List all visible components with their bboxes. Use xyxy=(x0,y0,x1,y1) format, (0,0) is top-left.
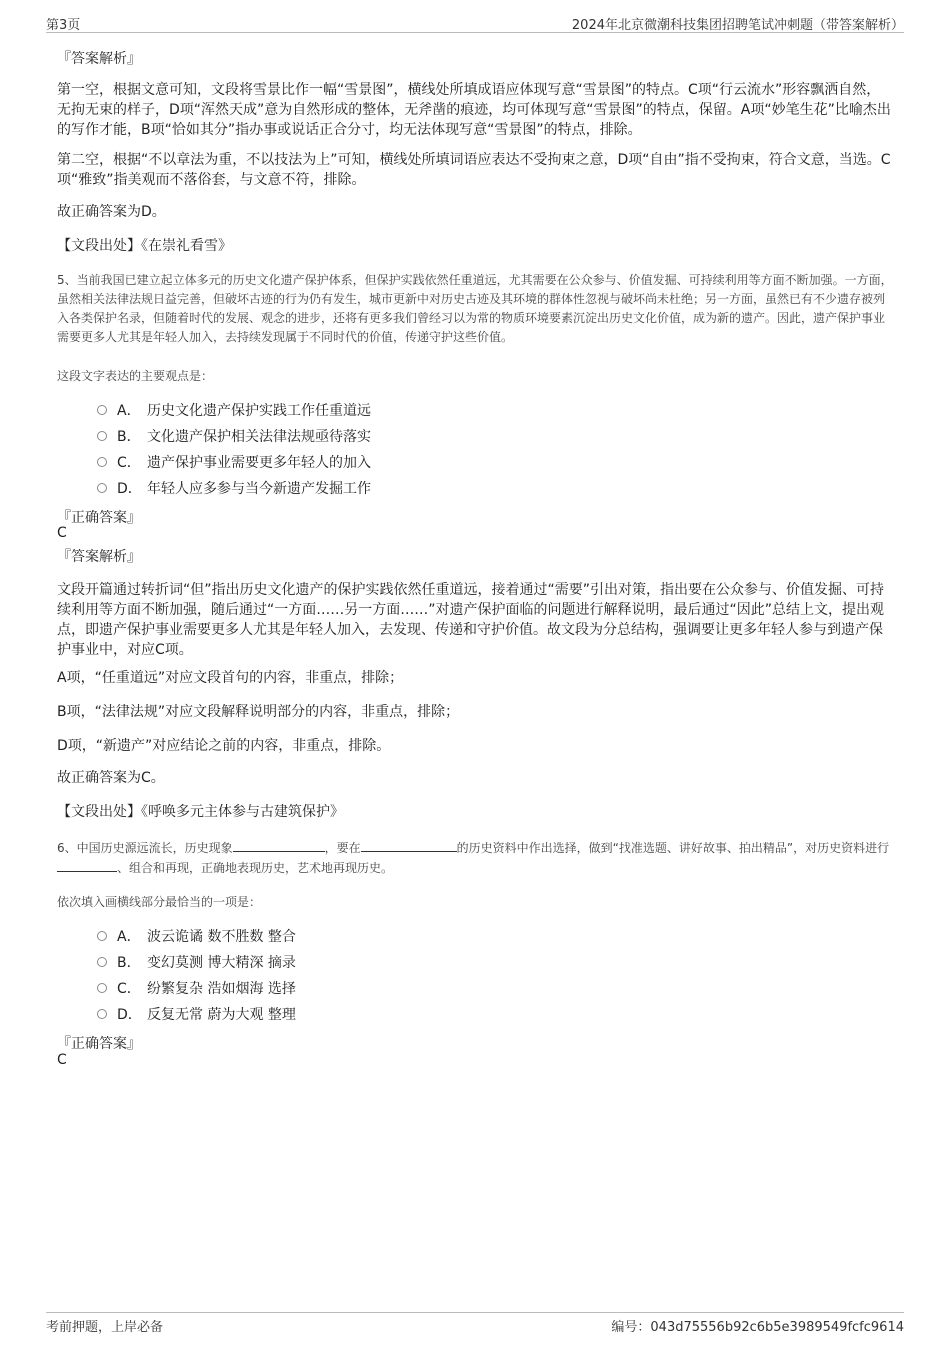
radio-icon[interactable] xyxy=(97,431,107,441)
q6-answer: C xyxy=(57,1052,67,1068)
q5-source: 【文段出处】《呼唤多元主体参与古建筑保护》 xyxy=(57,804,344,820)
radio-icon[interactable] xyxy=(97,931,107,941)
q6-stem: 6、中国历史源远流长，历史现象 ，要在 的历史资料中作出选择，做到“找准选题、讲好故事、拍出精品”，对历史资料进行、组合和再现，正确地表现历史，艺术地再现历史。 xyxy=(57,838,893,878)
radio-icon[interactable] xyxy=(97,483,107,493)
q5-analysis-p4: D项，“新遗产”对应结论之前的内容，非重点，排除。 xyxy=(57,738,391,754)
page-footer xyxy=(46,1312,904,1335)
page-number: 第3页 xyxy=(46,18,81,33)
q5-analysis-p2: A项，“任重道远”对应文段首句的内容，非重点，排除； xyxy=(57,670,404,686)
q5-stem: 5、当前我国已建立起立体多元的历史文化遗产保护体系，但保护实践依然任重道远，尤其需要在公众参与、价值发掘、可持续利用等方面不断加强。一方面，虽然相关法律法规日益完善，但破坏古迹的行为仍有发生，城市更新中对历史古迹及其环境的群体性忽视与破坏尚未杜绝；另一方面，虽然已有不少遗存被列入各类保护名录，但随着时代的发展、观念的进步，还将有更多我们曾经习以为常的物质环境要素沉淀出历史文化价值，成为新的遗产。因此，遗产保护事业需要更多人尤其是年轻人加入，去持续发现属于不同时代的价值，传递守护这些价值。 xyxy=(57,273,893,344)
page-header xyxy=(46,14,904,33)
q4-conclusion: 故正确答案为D。 xyxy=(57,204,166,220)
q5-conclusion: 故正确答案为C。 xyxy=(57,770,165,786)
document-title: 2024年北京微潮科技集团招聘笔试冲刺题（带答案解析） xyxy=(571,18,904,33)
radio-icon[interactable] xyxy=(97,957,107,967)
q5-prompt: 这段文字表达的主要观点是： xyxy=(57,369,214,383)
fill-blank-2 xyxy=(361,838,457,852)
radio-icon[interactable] xyxy=(97,983,107,993)
q5-answer: C xyxy=(57,525,67,541)
q4-analysis-p1: 第一空，根据文意可知，文段将雪景比作一幅“雪景图”，横线处所填成语应体现写意“雪景图”的特点。C项“行云流水”形容飘洒自然，无拘无束的样子，D项“浑然天成”意为自然形成的整体，无斧凿的痕迹，均可体现写意“雪景图”的特点，保留。A项“妙笔生花”比喻杰出的写作才能，B项“恰如其分”指办事或说话正合分寸，均无法体现写意“雪景图”的特点，排除。 xyxy=(57,82,891,138)
q6-answer-label: 『正确答案』 xyxy=(57,1036,141,1052)
q4-analysis-p2: 第二空，根据“不以章法为重，不以技法为上”可知，横线处所填词语应表达不受拘束之意，D项“自由”指不受拘束，符合文意，当选。C项“雅致”指美观而不落俗套，与文意不符，排除。 xyxy=(57,152,891,188)
q5-option-d[interactable]: D． 年轻人应多参与当今新遗产发掘工作 xyxy=(97,478,371,498)
q5-option-c[interactable]: C． 遗产保护事业需要更多年轻人的加入 xyxy=(97,452,371,472)
q5-analysis-label: 『答案解析』 xyxy=(57,549,141,565)
q5-answer-label: 『正确答案』 xyxy=(57,510,141,526)
q5-option-a[interactable]: A． 历史文化遗产保护实践工作任重道远 xyxy=(97,400,371,420)
footer-slogan: 考前押题，上岸必备 xyxy=(46,1320,164,1335)
q5-option-b[interactable]: B． 文化遗产保护相关法律法规亟待落实 xyxy=(97,426,371,446)
radio-icon[interactable] xyxy=(97,1009,107,1019)
radio-icon[interactable] xyxy=(97,457,107,467)
q6-option-a[interactable]: A． 波云诡谲 数不胜数 整合 xyxy=(97,926,296,946)
q4-analysis-label: 『答案解析』 xyxy=(57,51,141,67)
q6-option-d[interactable]: D． 反复无常 蔚为大观 整理 xyxy=(97,1004,296,1024)
fill-blank-1 xyxy=(233,838,325,852)
q4-source: 【文段出处】《在崇礼看雪》 xyxy=(57,238,232,254)
footer-serial: 编号：043d75556b92c6b5e3989549fcfc9614 xyxy=(611,1320,904,1335)
q6-prompt: 依次填入画横线部分最恰当的一项是： xyxy=(57,895,262,909)
fill-blank-3 xyxy=(57,858,117,872)
q6-option-b[interactable]: B． 变幻莫测 博大精深 摘录 xyxy=(97,952,296,972)
q6-option-c[interactable]: C． 纷繁复杂 浩如烟海 选择 xyxy=(97,978,296,998)
radio-icon[interactable] xyxy=(97,405,107,415)
q5-analysis-p3: B项，“法律法规”对应文段解释说明部分的内容，非重点，排除； xyxy=(57,704,460,720)
q5-analysis-p1: 文段开篇通过转折词“但”指出历史文化遗产的保护实践依然任重道远，接着通过“需要”引出对策，指出要在公众参与、价值发掘、可持续利用等方面不断加强，随后通过“一方面……另一方面……”对遗产保护面临的问题进行解释说明，最后通过“因此”总结上文，提出观点，即遗产保护事业需要更多人尤其是年轻人加入，去发现、传递和守护价值。故文段为分总结构，强调要让更多年轻人参与到遗产保护事业中，对应C项。 xyxy=(57,582,885,658)
